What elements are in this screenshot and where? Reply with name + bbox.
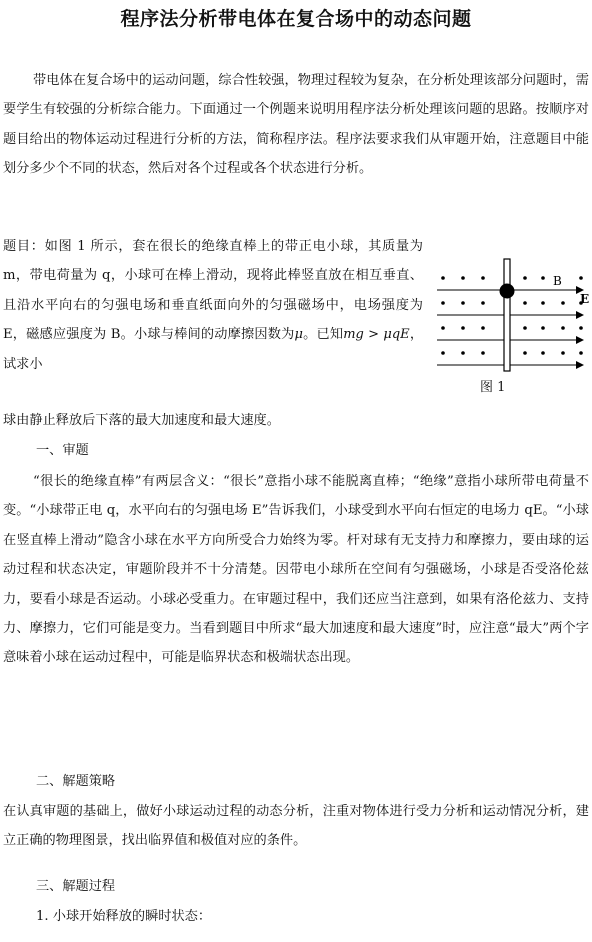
b-field-dot (523, 301, 527, 305)
b-field-dot (441, 351, 445, 355)
b-field-dot (441, 326, 445, 330)
step1-text: 1. 小球开始释放的瞬时状态： (36, 909, 212, 924)
problem-tail: 球由静止释放后下落的最大加速度和最大速度。 (3, 413, 280, 428)
section2-heading: 二、解题策略 (36, 774, 116, 789)
b-field-dot (461, 351, 465, 355)
problem-text: 题目：如图 1 所示，套在很长的绝缘直棒上的带正电小球，其质量为 m，带电荷量为 q，小球可在棒上滑动，现将此棒竖直放在相互垂直、且沿水平向右的匀强电场和垂直纸面向外的匀强磁场中，电场强度为 E，磁感应强度为 B。小球与棒间的动摩擦因数为 (3, 239, 423, 343)
problem-known: 。已知 (302, 327, 344, 343)
figure-caption: 图 1 (480, 380, 506, 395)
b-field-dot (461, 276, 465, 280)
problem-statement (3, 232, 423, 379)
b-field-dot (523, 276, 527, 280)
b-field-dot (481, 301, 485, 305)
problem-text-after: ，试求小 (3, 327, 424, 372)
label-b: B (553, 274, 562, 288)
b-field-dot (461, 326, 465, 330)
condition-formula: mg > μqE (343, 327, 410, 343)
b-field-dot (561, 301, 565, 305)
b-field-dot (579, 276, 583, 280)
b-field-dot (541, 326, 545, 330)
b-field-dot (579, 326, 583, 330)
b-field-dot (561, 351, 565, 355)
field-diagram (433, 256, 592, 398)
e-field-arrowhead (576, 311, 584, 319)
b-field-dot (541, 301, 545, 305)
b-field-dot (523, 351, 527, 355)
section1-body: “很长的绝缘直棒”有两层含义：“很长”意指小球不能脱离直棒；“绝缘”意指小球所带电荷量不变。“小球带正电 q，水平向右的匀强电场 E”告诉我们，小球受到水平向右恒定的电场力 qE。“小球在竖直棒上滑动”隐含小球在水平方向所受合力始终为零。杆对球有无支持力和摩擦力，要由球的运动过程和状态决定，审题阶段并不十分清楚。因带电小球所在空间有匀强磁场，小球是否受洛伦兹力，要看小球是否运动。小球必受重力。在审题过程中，我们还应当注意到，如果有洛伦兹力、支持力、摩擦力，它们可能是变力。当看到题目中所求“最大加速度和最大速度”时，应注意“最大”两个字意味着小球在运动过程中，可能是临界状态和极端状态出现。 (3, 474, 589, 666)
e-field-arrowhead (576, 336, 584, 344)
b-field-dot (561, 326, 565, 330)
charged-ball (500, 284, 515, 299)
b-field-dot (441, 301, 445, 305)
section1-heading: 一、审题 (36, 443, 89, 458)
mu-symbol: μ (294, 327, 303, 343)
label-e: E (580, 292, 590, 306)
b-field-dot (481, 326, 485, 330)
b-field-dot (579, 351, 583, 355)
b-field-dot (461, 301, 465, 305)
e-field-arrowhead (576, 361, 584, 369)
b-field-dot (541, 276, 545, 280)
b-field-dot (481, 276, 485, 280)
section2-body: 在认真审题的基础上，做好小球运动过程的动态分析，注重对物体进行受力分析和运动情况分析，建立正确的物理图景，找出临界值和极值对应的条件。 (3, 804, 589, 849)
b-field-dot (441, 276, 445, 280)
insulating-rod (504, 259, 510, 371)
section3-heading: 三、解题过程 (36, 879, 116, 894)
b-field-dot (481, 351, 485, 355)
b-field-dot (541, 351, 545, 355)
b-field-dot (523, 326, 527, 330)
intro-paragraph: 带电体在复合场中的运动问题，综合性较强，物理过程较为复杂，在分析处理该部分问题时，需要学生有较强的分析综合能力。下面通过一个例题来说明用程序法分析处理该问题的思路。按顺序对题目给出的物体运动过程进行分析的方法，简称程序法。程序法要求我们从审题开始，注意题目中能划分多少个不同的状态，然后对各个过程或各个状态进行分析。 (3, 73, 589, 177)
page-title: 程序法分析带电体在复合场中的动态问题 (120, 8, 472, 30)
